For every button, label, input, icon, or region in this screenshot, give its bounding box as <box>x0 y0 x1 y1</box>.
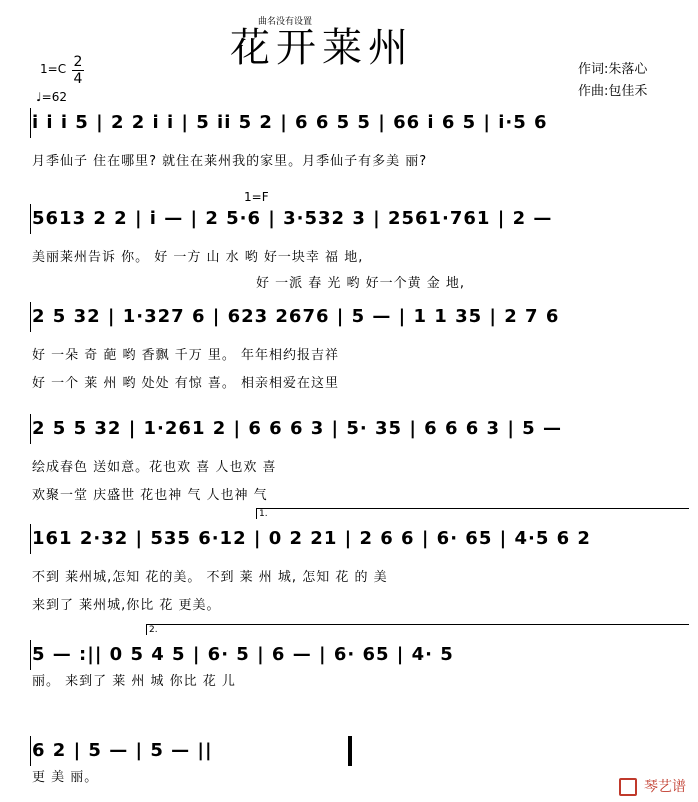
brand-icon <box>619 778 637 796</box>
tempo-mark: ♩=62 <box>36 90 67 104</box>
lyric-line: 月季仙子 住在哪里? 就住在莱州我的家里。月季仙子有多美 丽? <box>32 154 428 169</box>
notation-line: 5 — :|| 0 5 4 5 | 6· 5 | 6 — | 6· 65 | 4· 5 <box>32 644 454 665</box>
time-signature <box>72 54 84 87</box>
lyric-line: 丽。 来到了 莱 州 城 你比 花 儿 <box>32 674 236 689</box>
notation-line: 5613 2 2 | i — | 2 5·6 | 3·532 3 | 2561·761 | 2 — <box>32 208 553 229</box>
lyric-line: 美丽莱州告诉 你。 好 一方 山 水 哟 好一块幸 福 地, <box>32 250 364 265</box>
lyric-line: 更 美 丽。 <box>32 770 99 785</box>
notation-line: 2 5 5 32 | 1·261 2 | 6 6 6 3 | 5· 35 | 6 6 6 3 | 5 — <box>32 418 562 439</box>
composer: 作曲:包佳禾 <box>578 84 648 99</box>
score-subtitle: 曲名没有设置 <box>258 17 313 27</box>
key-signature: 1=C <box>40 62 67 76</box>
final-barline <box>348 736 352 766</box>
lyric-line: 绘成春色 送如意。花也欢 喜 人也欢 喜 <box>32 460 277 475</box>
brand-logo <box>619 776 686 796</box>
lyric-line: 欢聚一堂 庆盛世 花也神 气 人也神 气 <box>32 488 268 503</box>
time-bottom: 4 <box>73 71 83 87</box>
notation-line: i i i 5 | 2 2 i i | 5 ii 5 2 | 6 6 5 5 | 66 i 6 5 | i·5 6 <box>32 112 548 133</box>
time-top: 2 <box>73 54 83 70</box>
brand-text: 琴艺谱 <box>644 779 686 795</box>
notation-line: 2 5 32 | 1·327 6 | 623 2676 | 5 — | 1 1 35 | 2 7 6 <box>32 306 560 327</box>
volta-first: 1. <box>256 508 689 519</box>
volta-second: 2. <box>146 624 689 635</box>
notation-line: 161 2·32 | 535 6·12 | 0 2 21 | 2 6 6 | 6· 65 | 4·5 6 2 <box>32 528 591 549</box>
page-title: 花开莱州 <box>230 25 414 71</box>
lyric-line: 好 一朵 奇 葩 哟 香飘 千万 里。 年年相约报吉祥 <box>32 348 340 363</box>
notation-line: 6 2 | 5 — | 5 — || <box>32 740 213 761</box>
lyricist: 作词:朱落心 <box>578 62 648 77</box>
lyric-line: 好 一派 春 光 哟 好一个黄 金 地, <box>256 276 466 291</box>
lyric-line: 来到了 莱州城,你比 花 更美。 <box>32 598 221 613</box>
lyric-line: 不到 莱州城,怎知 花的美。 不到 莱 州 城, 怎知 花 的 美 <box>32 570 388 585</box>
lyric-line: 好 一个 莱 州 哟 处处 有惊 喜。 相亲相爱在这里 <box>32 376 340 391</box>
key-change: 1=F <box>244 190 269 204</box>
